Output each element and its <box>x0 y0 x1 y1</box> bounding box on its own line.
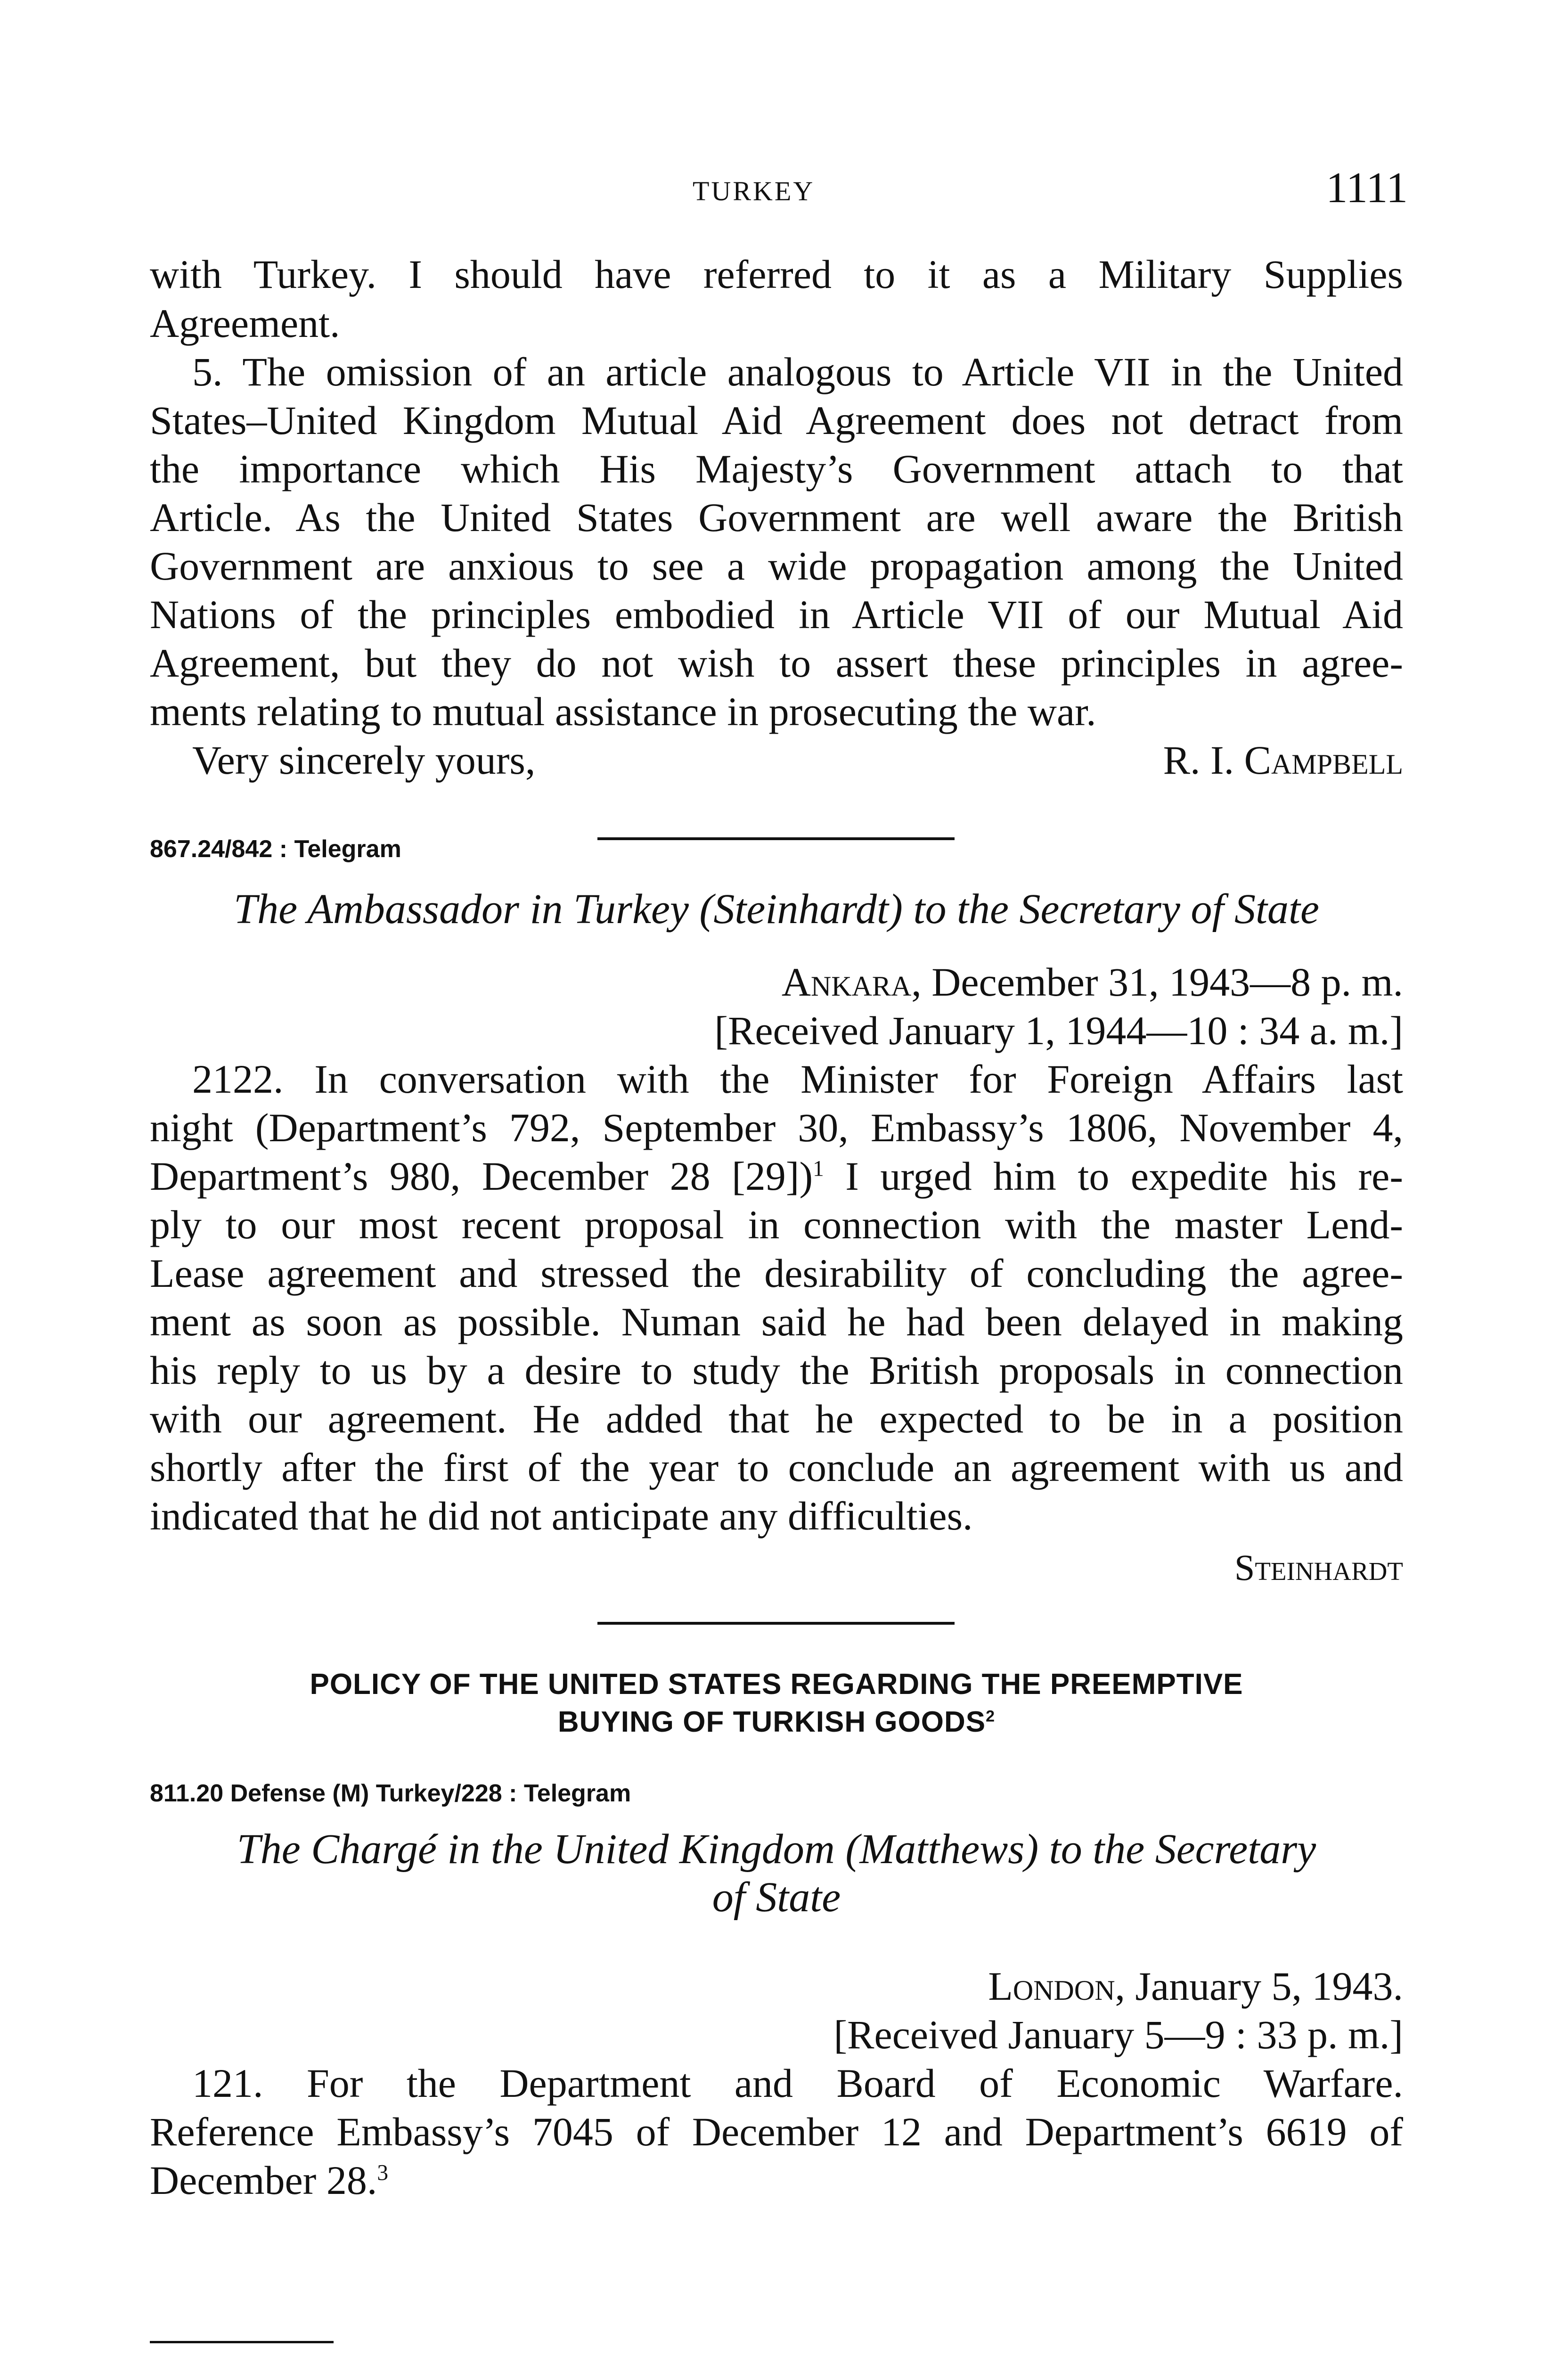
letter-signature: R. I. Campbell <box>1163 737 1403 783</box>
body-line: 121. For the Department and Board of Economic Warfare. <box>192 2061 1403 2106</box>
body-line: Lease agreement and stressed the desirability of concluding the agree- <box>150 1251 1403 1296</box>
body-line: with Turkey. I should have referred to it as a Military Supplies <box>150 252 1403 297</box>
footnote-mark: 3 <box>377 2160 388 2185</box>
section-title: BUYING OF TURKISH GOODS$^2$ <box>557 1706 996 1738</box>
body-line: Department’s 980, December 28 [29])$^1$ I urged him to expedite his re- <box>150 1153 1403 1199</box>
letter-closing: Very sincerely yours, <box>192 737 536 783</box>
separator-rule <box>597 837 955 840</box>
document-heading: The Ambassador in Turkey (Steinhardt) to the Secretary of State <box>234 886 1319 933</box>
document-heading: The Chargé in the United Kingdom (Matthews) to the Secretary <box>237 1826 1316 1873</box>
file-reference: 811.20 Defense (M) Turkey/228 : Telegram <box>150 1780 631 1807</box>
received-line: [Received January 5—9 : 33 p. m.] <box>833 2012 1403 2057</box>
received-line: [Received January 1, 1944—10 : 34 a. m.] <box>714 1008 1403 1053</box>
body-line: ments relating to mutual assistance in prosecuting the war. <box>150 689 1096 734</box>
body-line: Agreement, but they do not wish to assert these principles in agree- <box>150 640 1403 686</box>
dateline: London, January 5, 1943. <box>988 1963 1403 2009</box>
body-line: Nations of the principles embodied in Article VII of our Mutual Aid <box>150 592 1403 637</box>
footnote-mark: 1 <box>813 1156 824 1181</box>
body-line: the importance which His Majesty’s Government attach to that <box>150 446 1403 491</box>
body-line: night (Department’s 792, September 30, Embassy’s 1806, November 4, <box>150 1105 1403 1150</box>
footnote-rule <box>150 2341 334 2343</box>
page-number: 1111 <box>1326 164 1408 212</box>
body-line: 2122. In conversation with the Minister for Foreign Affairs last <box>192 1056 1403 1102</box>
section-title: POLICY OF THE UNITED STATES REGARDING THE PREEMPTIVE <box>310 1668 1243 1701</box>
separator-rule <box>597 1622 955 1625</box>
body-line: December 28.$^3$ <box>150 2158 388 2203</box>
body-line: ment as soon as possible. Numan said he had been delayed in making <box>150 1299 1403 1344</box>
running-head: TURKEY <box>693 176 815 206</box>
document-heading: of State <box>712 1874 841 1921</box>
body-line: Government are anxious to see a wide propagation among the United <box>150 543 1403 589</box>
body-line: Article. As the United States Government are well aware the British <box>150 495 1403 540</box>
dateline: Ankara, December 31, 1943—8 p. m. <box>781 959 1403 1005</box>
body-line: his reply to us by a desire to study the British proposals in connection <box>150 1348 1403 1393</box>
body-line: Agreement. <box>150 301 340 346</box>
body-line: States–United Kingdom Mutual Aid Agreement does not detract from <box>150 398 1403 443</box>
footnote-mark: 2 <box>986 1707 996 1726</box>
body-line: Reference Embassy’s 7045 of December 12 and Department’s 6619 of <box>150 2109 1403 2154</box>
file-reference: 867.24/842 : Telegram <box>150 835 401 863</box>
body-line: 5. The omission of an article analogous to Article VII in the United <box>192 349 1403 394</box>
body-line: indicated that he did not anticipate any difficulties. <box>150 1493 973 1538</box>
body-line: shortly after the first of the year to conclude an agreement with us and <box>150 1445 1403 1490</box>
body-line: ply to our most recent proposal in connection with the master Lend- <box>150 1202 1403 1247</box>
body-line: with our agreement. He added that he expected to be in a position <box>150 1396 1403 1441</box>
document-signature: Steinhardt <box>1234 1547 1403 1588</box>
